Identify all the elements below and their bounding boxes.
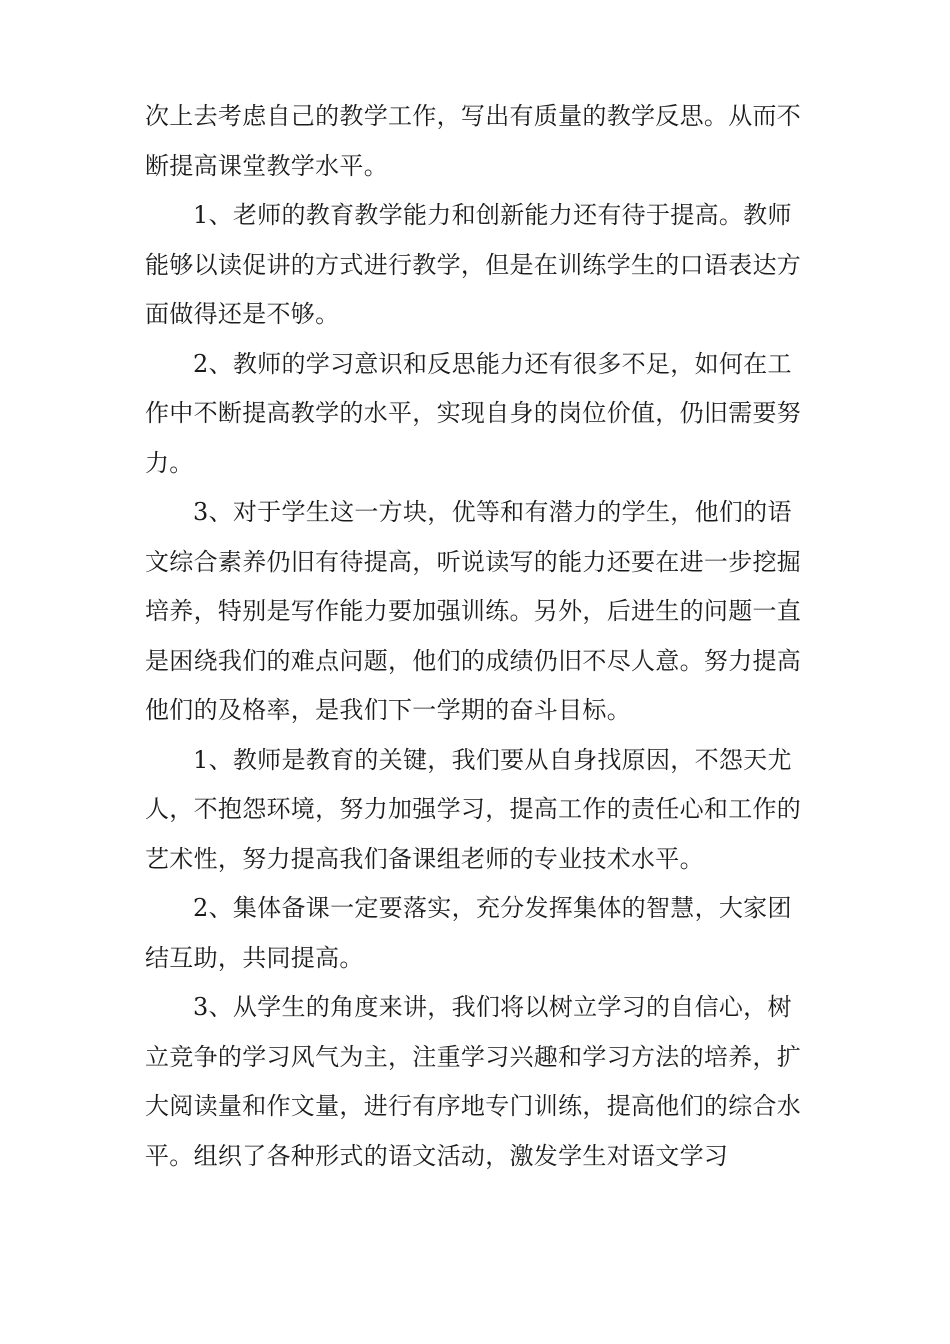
paragraph-teacher-ability: 1、老师的教育教学能力和创新能力还有待于提高。教师能够以读促讲的方式进行教学，但是在训练学生的口语表达方面做得还是不够。	[145, 201, 802, 328]
paragraph-student-literacy: 3、对于学生这一方块，优等和有潜力的学生，他们的语文综合素养仍旧有待提高，听说读写的能力还要在进一步挖掘培养，特别是写作能力要加强训练。另外，后进生的问题一直是困绕我们的难点问题，他们的成绩仍旧不尽人意。努力提高他们的及格率，是我们下一学期的奋斗目标。	[145, 498, 802, 724]
paragraph-continuation: 次上去考虑自己的教学工作，写出有质量的教学反思。从而不断提高课堂教学水平。	[145, 102, 802, 180]
paragraph-learning-awareness: 2、教师的学习意识和反思能力还有很多不足，如何在工作中不断提高教学的水平，实现自身的岗位价值，仍旧需要努力。	[145, 349, 802, 477]
paragraph-collective-prep: 2、集体备课一定要落实，充分发挥集体的智慧，大家团结互助，共同提高。	[145, 894, 792, 972]
paragraph-teacher-key: 1、教师是教育的关键，我们要从自身找原因，不怨天尤人，不抱怨环境，努力加强学习，提高工作的责任心和工作的艺术性，努力提高我们备课组老师的专业技术水平。	[145, 745, 802, 873]
document-body	[145, 92, 810, 1181]
paragraph-student-perspective: 3、从学生的角度来讲，我们将以树立学习的自信心，树立竞争的学习风气为主，注重学习兴趣和学习方法的培养，扩大阅读量和作文量，进行有序地专门训练，提高他们的综合水平。组织了各种形式的语文活动，激发学生对语文学习	[145, 993, 802, 1170]
